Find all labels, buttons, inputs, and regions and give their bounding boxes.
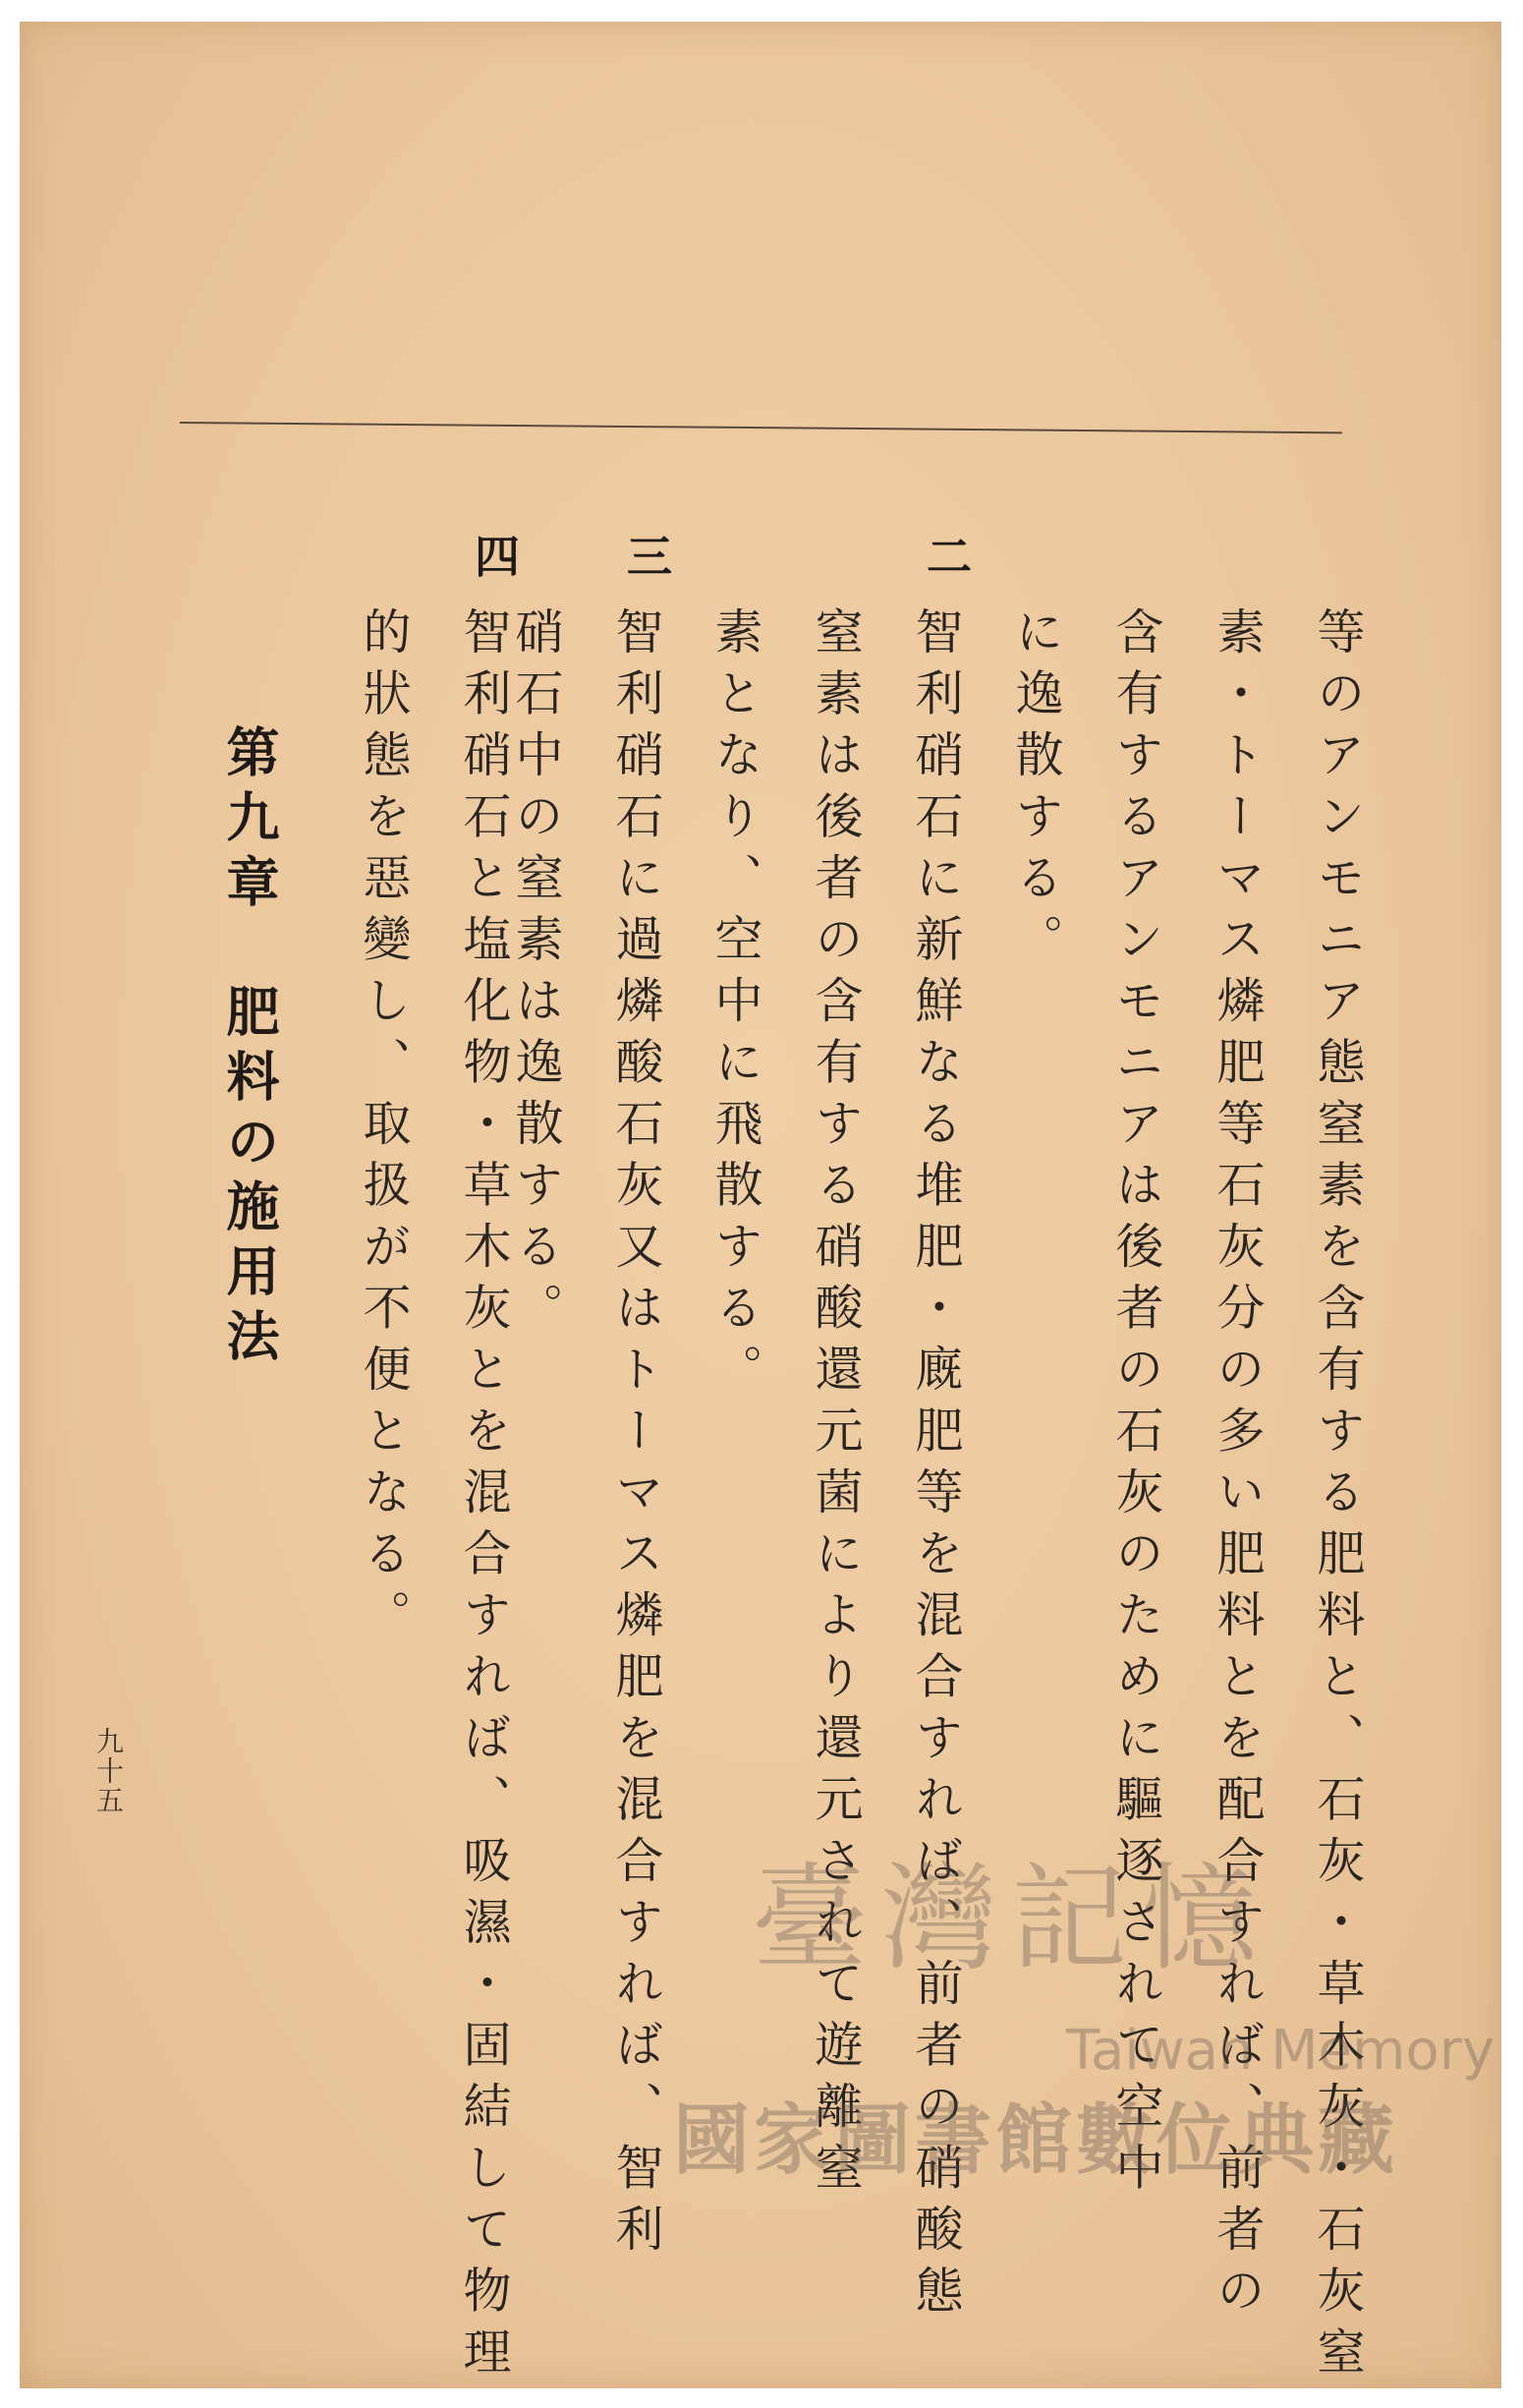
text-column-2: 素・トーマス燐肥等石灰分の多い肥料とを配合すれば、前者の: [1210, 606, 1266, 2326]
text-column-5: 智利硝石に新鮮なる堆肥・廐肥等を混合すれば、前者の硝酸態: [908, 606, 964, 2326]
item-marker-2: 二: [920, 533, 973, 578]
text-column-6: 窒素は後者の含有する硝酸還元菌により還元されて遊離窒: [808, 606, 864, 2204]
text-column-8: 智利硝石に過燐酸石灰又はトーマス燐肥を混合すれば、智利: [608, 606, 664, 2265]
item-marker-3: 三: [620, 533, 673, 578]
text-column-11: 的狀態を惡變し、取扱が不便となる。: [356, 606, 412, 1651]
item-marker-4: 四: [468, 533, 521, 578]
chapter-heading: 第九章 肥料の施用法: [218, 724, 280, 1373]
page-number: 九十五: [92, 1727, 125, 1815]
text-column-3: 含有するアンモニアは後者の石灰のために驅逐されて空中: [1108, 606, 1164, 2204]
text-column-4: に逸散する。: [1008, 606, 1064, 975]
watermark-library: 國家圖書館數位典藏: [673, 2096, 1399, 2185]
watermark-english: Taiwan Memory: [1066, 2019, 1495, 2083]
watermark-logo: 臺灣記憶: [752, 1851, 1271, 1986]
book-page: [20, 22, 1501, 2388]
text-column-10: 智利硝石と塩化物・草木灰とを混合すれば、吸濕・固結して物理: [456, 606, 512, 2388]
text-column-7: 素となり、空中に飛散する。: [707, 606, 763, 1405]
header-rule: [180, 422, 1342, 433]
text-column-9: 硝石中の窒素は逸散する。: [508, 606, 564, 1344]
text-column-1: 等のアンモニア態窒素を含有する肥料と、石灰・草木灰・石灰窒: [1310, 606, 1366, 2388]
